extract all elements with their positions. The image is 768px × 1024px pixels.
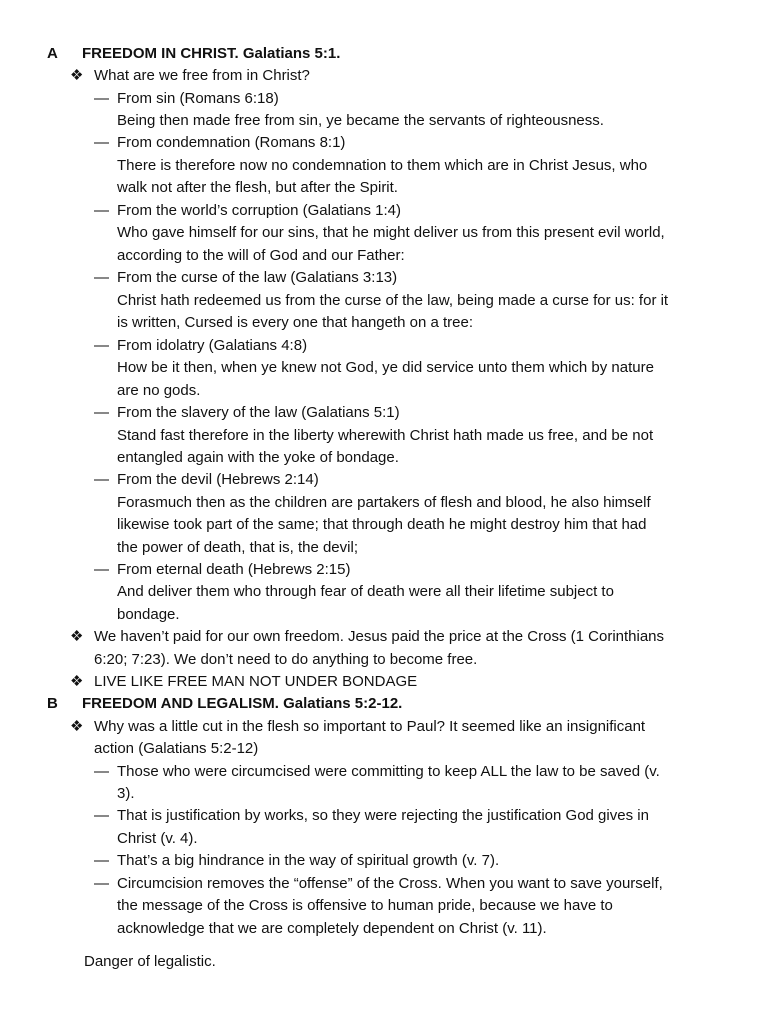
item-verse: are no gods. bbox=[117, 382, 201, 399]
diamond-bullet-icon: ❖ bbox=[70, 718, 84, 735]
point-line: Christ (v. 4). bbox=[117, 830, 198, 847]
item-verse: likewise took part of the same; that through death he might destroy him that had bbox=[117, 516, 647, 533]
dash-icon: — bbox=[94, 202, 109, 219]
item-title: From the world’s corruption (Galatians 1:4) bbox=[117, 202, 402, 219]
item-verse: is written, Cursed is every one that hangeth on a tree: bbox=[117, 314, 474, 331]
point-line: That is justification by works, so they were rejecting the justification God gives in bbox=[117, 807, 649, 824]
dash-icon: — bbox=[94, 337, 109, 354]
diamond-bullet-icon: ❖ bbox=[70, 67, 84, 84]
paid-line: We haven’t paid for our own freedom. Jesus paid the price at the Cross (1 Corinthians bbox=[94, 628, 665, 645]
point-line: acknowledge that we are completely dependent on Christ (v. 11). bbox=[117, 920, 547, 937]
item-title: From the slavery of the law (Galatians 5:1) bbox=[117, 404, 400, 421]
paid-line: 6:20; 7:23). We don’t need to do anything to become free. bbox=[94, 651, 478, 668]
dash-icon: — bbox=[94, 134, 109, 151]
section-a-question: What are we free from in Christ? bbox=[94, 67, 310, 84]
item-verse: Who gave himself for our sins, that he might deliver us from this present evil world, bbox=[117, 224, 665, 241]
item-verse: walk not after the flesh, but after the Spirit. bbox=[117, 179, 398, 196]
section-b-question: Why was a little cut in the flesh so important to Paul? It seemed like an insignificant bbox=[94, 718, 646, 735]
point-line: Those who were circumcised were committing to keep ALL the law to be saved (v. bbox=[117, 763, 660, 780]
dash-icon: — bbox=[94, 269, 109, 286]
item-title: From condemnation (Romans 8:1) bbox=[117, 134, 346, 151]
item-verse: There is therefore now no condemnation to them which are in Christ Jesus, who bbox=[117, 157, 648, 174]
item-verse: Being then made free from sin, ye became the servants of righteousness. bbox=[117, 112, 604, 129]
item-title: From the devil (Hebrews 2:14) bbox=[117, 471, 319, 488]
dash-icon: — bbox=[94, 807, 109, 824]
dash-icon: — bbox=[94, 471, 109, 488]
item-verse: How be it then, when ye knew not God, ye did service unto them which by nature bbox=[117, 359, 654, 376]
item-verse: And deliver them who through fear of death were all their lifetime subject to bbox=[117, 583, 614, 600]
item-verse: Forasmuch then as the children are partakers of flesh and blood, he also himself bbox=[117, 494, 651, 511]
section-b-question: action (Galatians 5:2-12) bbox=[94, 740, 259, 757]
section-b-heading: FREEDOM AND LEGALISM. Galatians 5:2-12. bbox=[82, 695, 403, 712]
item-verse: Stand fast therefore in the liberty wherewith Christ hath made us free, and be not bbox=[117, 427, 654, 444]
item-title: From eternal death (Hebrews 2:15) bbox=[117, 561, 351, 578]
item-title: From the curse of the law (Galatians 3:13) bbox=[117, 269, 398, 286]
dash-icon: — bbox=[94, 852, 109, 869]
dash-icon: — bbox=[94, 404, 109, 421]
dash-icon: — bbox=[94, 90, 109, 107]
point-line: That’s a big hindrance in the way of spiritual growth (v. 7). bbox=[117, 852, 500, 869]
item-verse: according to the will of God and our Father: bbox=[117, 247, 405, 264]
dash-icon: — bbox=[94, 875, 109, 892]
footer-text: Danger of legalistic. bbox=[84, 953, 216, 970]
item-verse: the power of death, that is, the devil; bbox=[117, 539, 358, 556]
item-verse: Christ hath redeemed us from the curse of the law, being made a curse for us: for it bbox=[117, 292, 669, 309]
point-line: Circumcision removes the “offense” of the Cross. When you want to save yourself, bbox=[117, 875, 663, 892]
section-a-heading: FREEDOM IN CHRIST. Galatians 5:1. bbox=[82, 45, 341, 62]
dash-icon: — bbox=[94, 561, 109, 578]
point-line: the message of the Cross is offensive to human pride, because we have to bbox=[117, 897, 613, 914]
diamond-bullet-icon: ❖ bbox=[70, 628, 84, 645]
item-verse: bondage. bbox=[117, 606, 180, 623]
item-verse: entangled again with the yoke of bondage. bbox=[117, 449, 399, 466]
item-title: From sin (Romans 6:18) bbox=[117, 90, 279, 107]
diamond-bullet-icon: ❖ bbox=[70, 673, 84, 690]
section-b-letter: B bbox=[47, 695, 58, 712]
dash-icon: — bbox=[94, 763, 109, 780]
live-like-line: LIVE LIKE FREE MAN NOT UNDER BONDAGE bbox=[94, 673, 418, 690]
section-a-letter: A bbox=[47, 45, 58, 62]
point-line: 3). bbox=[117, 785, 135, 802]
item-title: From idolatry (Galatians 4:8) bbox=[117, 337, 308, 354]
